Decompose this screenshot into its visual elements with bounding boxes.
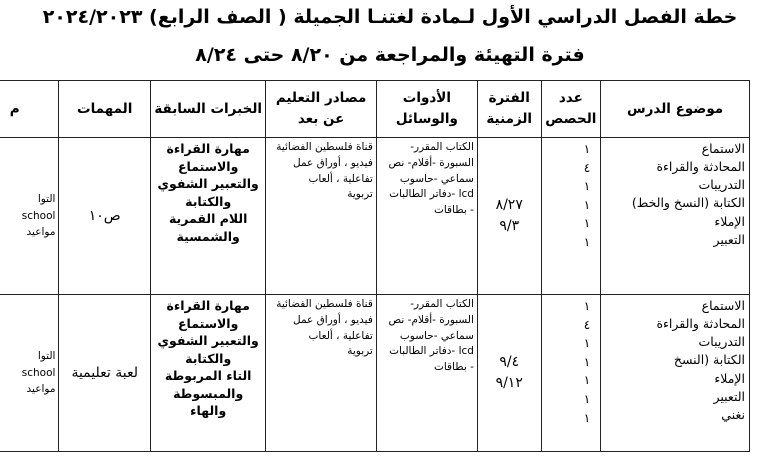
header-time-period: الفترة الزمنية: [477, 81, 541, 138]
tools-line: سماعي -حاسوب: [399, 329, 474, 342]
tools-cell: [376, 138, 477, 295]
page-title: خطة الفصل الدراسي الأول لـمادة لغتنـا الجميلة ( الصف الرابع) ٢٠٢٤/٢٠٢٣: [42, 6, 738, 28]
count-line: ١: [583, 197, 591, 212]
header-remote-sources: مصادر التعليم عن بعد: [266, 81, 376, 138]
topic-line: التدريبات: [698, 177, 745, 193]
tools-line: الكتاب المقرر-: [410, 141, 474, 153]
experience-line: والهاء: [190, 403, 227, 418]
time-period-cell: [477, 295, 541, 452]
period-end: ٩/١٢: [495, 375, 523, 391]
time-period-cell: [477, 138, 541, 295]
page-subtitle: فترة التهيئة والمراجعة من ٨/٢٠ حتى ٨/٢٤: [195, 44, 585, 66]
sources-line: تربوية: [347, 188, 373, 201]
count-line: ١: [583, 336, 591, 351]
experience-line: والكتابة: [185, 193, 232, 209]
sources-line: تفاعلية ، ألعاب: [308, 329, 373, 342]
tools-line: lcd -دفاتر الطالبات: [389, 188, 474, 201]
tools-line: - بطاقات: [433, 204, 474, 216]
table-header-row: [0, 81, 750, 138]
header-tasks: المهمات: [59, 81, 151, 138]
last-line: التوا: [37, 192, 56, 205]
topic-line: الكتابة (النسخ والخط): [631, 195, 745, 211]
topic-line: الإملاء: [714, 370, 745, 386]
lesson-topic-cell: [601, 138, 750, 295]
class-count-cell: [541, 138, 601, 295]
count-line: ١: [583, 216, 591, 231]
topic-line: الإملاء: [714, 213, 745, 229]
count-line: ١: [583, 410, 591, 425]
count-line: ٤: [583, 160, 591, 175]
tasks-cell: لعبة تعليمية: [59, 295, 151, 452]
count-line: ١: [583, 373, 591, 388]
header-lesson-topic: موضوع الدرس: [601, 81, 750, 138]
experience-line: والاستماع: [177, 315, 239, 331]
experience-line: مهارة القراءة: [166, 298, 250, 313]
experience-line: والكتابة: [185, 350, 232, 366]
last-line: التوا: [37, 349, 56, 362]
experience-line: والتعبير الشفوي: [157, 333, 259, 348]
tools-line: السبورة -أقلام- نص: [388, 156, 474, 169]
table-row: [0, 138, 750, 295]
count-line: ١: [583, 391, 591, 406]
tools-line: lcd -دفاتر الطالبات: [389, 345, 474, 358]
topic-line: الاستماع: [701, 298, 745, 313]
prior-experience-cell: [150, 295, 265, 452]
period-end: ٩/٣: [499, 218, 520, 234]
topic-line: المحادثة والقراءة: [656, 159, 745, 175]
experience-line: والشمسية: [176, 228, 240, 244]
count-line: ١: [583, 299, 591, 313]
tools-line: سماعي -حاسوب: [399, 172, 474, 185]
class-count-cell: [541, 295, 601, 452]
experience-line: والتعبير الشفوي: [157, 176, 259, 191]
experience-line: والمبسوطة: [173, 385, 244, 401]
experience-line: اللام القمرية: [168, 211, 248, 226]
tasks-cell: ص١٠: [59, 138, 151, 295]
experience-line: التاء المربوطة: [164, 368, 252, 383]
sources-line: قناة فلسطين الفضائية: [276, 141, 373, 153]
header-prior-experience: الخبرات السابقة: [150, 81, 265, 138]
table-row: [0, 295, 750, 452]
plan-table: [0, 80, 750, 452]
tools-line: الكتاب المقرر-: [410, 298, 474, 310]
topic-line: التعبير: [713, 388, 745, 404]
sources-line: تفاعلية ، ألعاب: [308, 172, 373, 185]
header-class-count: عدد الحصص: [541, 81, 601, 138]
topic-line: الاستماع: [701, 141, 745, 156]
remote-sources-cell: [266, 295, 376, 452]
header-tools: الأدوات والوسائل: [376, 81, 477, 138]
count-line: ١: [583, 234, 591, 249]
sources-line: قناة فلسطين الفضائية: [276, 298, 373, 310]
last-line: school: [21, 209, 56, 222]
remote-sources-cell: [266, 138, 376, 295]
topic-line: الكتابة (النسخ: [673, 352, 745, 368]
lesson-topic-cell: [601, 295, 750, 452]
prior-experience-cell: [150, 138, 265, 295]
last-line: مواعيد: [26, 383, 56, 396]
last-line: مواعيد: [26, 226, 56, 239]
tools-line: السبورة -أقلام- نص: [388, 313, 474, 326]
topic-line: التدريبات: [698, 334, 745, 350]
topic-line: نغني: [721, 406, 745, 422]
tools-line: - بطاقات: [433, 361, 474, 373]
sources-line: فيديو ، أوراق عمل: [293, 156, 373, 169]
count-line: ١: [583, 179, 591, 194]
sources-line: فيديو ، أوراق عمل: [293, 313, 373, 326]
last-cell: [0, 295, 59, 452]
period-start: ٨/٢٧: [495, 197, 523, 213]
sources-line: تربوية: [347, 345, 373, 358]
period-start: ٩/٤: [499, 354, 520, 370]
experience-line: والاستماع: [177, 158, 239, 174]
count-line: ١: [583, 142, 591, 156]
tools-cell: [376, 295, 477, 452]
count-line: ١: [583, 354, 591, 369]
last-cell: [0, 138, 59, 295]
topic-line: التعبير: [713, 231, 745, 247]
header-last: م: [0, 81, 59, 138]
experience-line: مهارة القراءة: [166, 141, 250, 156]
last-line: school: [21, 366, 56, 379]
count-line: ٤: [583, 317, 591, 332]
topic-line: المحادثة والقراءة: [656, 316, 745, 332]
